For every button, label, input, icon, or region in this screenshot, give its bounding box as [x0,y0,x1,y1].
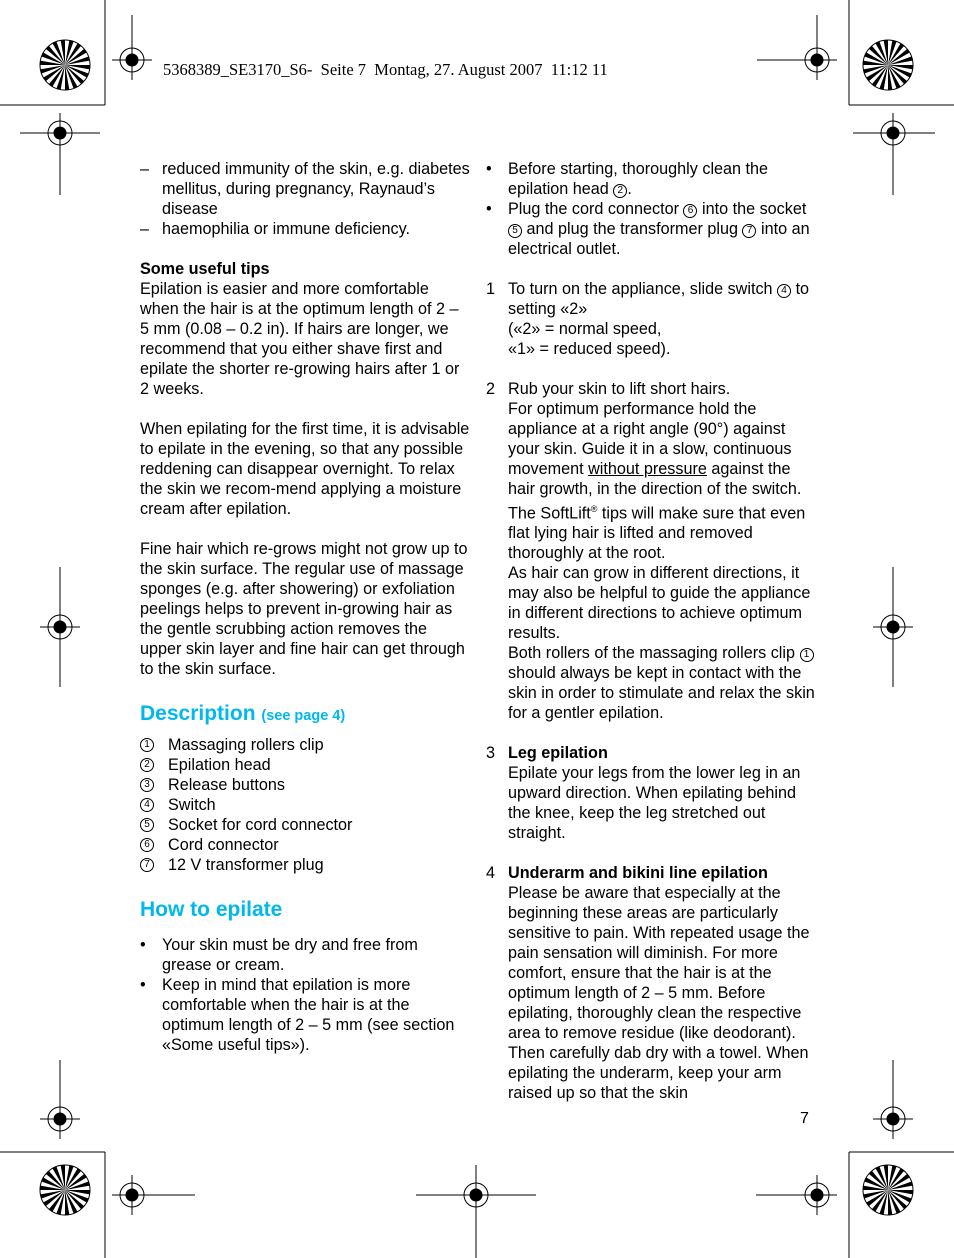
description-item: 7 12 V transformer plug [140,855,470,875]
description-heading: Description (see page 4) [140,702,346,725]
condition-item: – reduced immunity of the skin, e.g. diabetes mellitus, during pregnancy, Raynaud’s disease [140,159,470,219]
description-item: 2 Epilation head [140,755,470,775]
description-item: 3 Release buttons [140,775,470,795]
left-column [140,159,470,1055]
tips-paragraph-2: When epilating for the first time, it is advisable to epilate in the evening, so that any possible reddening can disappear overnight. To relax the skin we recom-mend applying a moisture cream after epilation. [140,420,470,518]
description-list [140,735,470,875]
step-2: 2 Rub your skin to lift short hairs. For optimum performance hold the appliance at a right angle (90°) against your skin. Guide it in a slow, continuous movement without pressure against the hair growth, in the direction of the switch. The SoftLift® tips will make sure that even flat lying hair is lifted and removed thoroughly at the root. As hair can grow in different directions, it may also be helpful to guide the appliance in different directions to achieve optimum results. Both rollers of the massaging rollers clip 1 should always be kept in contact with the skin in order to stimulate and relax the skin for a gentler epilation. [486,380,815,723]
condition-item: – haemophilia or immune deficiency. [140,219,470,239]
print-header: 5368389_SE3170_S6- Seite 7 Montag, 27. August 2007 11:12 11 [163,60,608,79]
description-item: 5 Socket for cord connector [140,815,470,835]
howto-bullet: • Keep in mind that epilation is more comfortable when the hair is at the optimum length of 2 – 5 mm (see section «Some useful tips»). [140,975,470,1055]
prep-bullet: • Before starting, thoroughly clean the epilation head 2 . [486,159,816,199]
step-1: 1 To turn on the appliance, slide switch 4 to setting «2» («2» = normal speed, «1» = reduced speed). [486,280,810,358]
prep-bullet: • Plug the cord connector 6 into the socket 5 and plug the transformer plug 7 into an electrical outlet. [486,199,816,259]
description-item: 4 Switch [140,795,470,815]
tips-heading: Some useful tips [140,260,270,278]
tips-paragraph-3: Fine hair which re-grows might not grow up to the skin surface. The regular use of massage sponges (e.g. after showering) or exfoliation peelings helps to prevent in-growing hair as the gentle scrubbing action removes the upper skin layer and fine hair can get through to the skin surface. [140,540,468,678]
page-number: 7 [800,1110,809,1127]
step-3: 3 Leg epilation Epilate your legs from the lower leg in an upward direction. When epilating behind the knee, keep the leg stretched out straight. [486,744,801,843]
step-4: 4 Underarm and bikini line epilation Please be aware that especially at the beginning these areas are particularly sensitive to pain. With repeated usage the pain sensation will diminish. For more comfort, ensure that the hair is at the optimum length of 2 – 5 mm. Before epilating, thoroughly clean the respective area to remove residue (like deodorant). Then carefully dab dry with a towel. When epilating the underarm, keep your arm raised up so that the skin [486,864,810,1103]
tips-paragraph-1: Epilation is easier and more comfortable when the hair is at the optimum length of 2 – 5 mm (0.08 – 0.2 in). If hairs are longer, we recommend that you either shave first and epilate the shorter re-growing hairs after 1 or 2 weeks. [140,280,460,398]
how-to-heading: How to epilate [140,898,283,921]
howto-bullet: • Your skin must be dry and free from grease or cream. [140,935,470,975]
description-item: 6 Cord connector [140,835,470,855]
description-page-ref: (see page 4) [261,708,346,724]
right-column [486,159,816,1103]
description-item: 1 Massaging rollers clip [140,735,470,755]
